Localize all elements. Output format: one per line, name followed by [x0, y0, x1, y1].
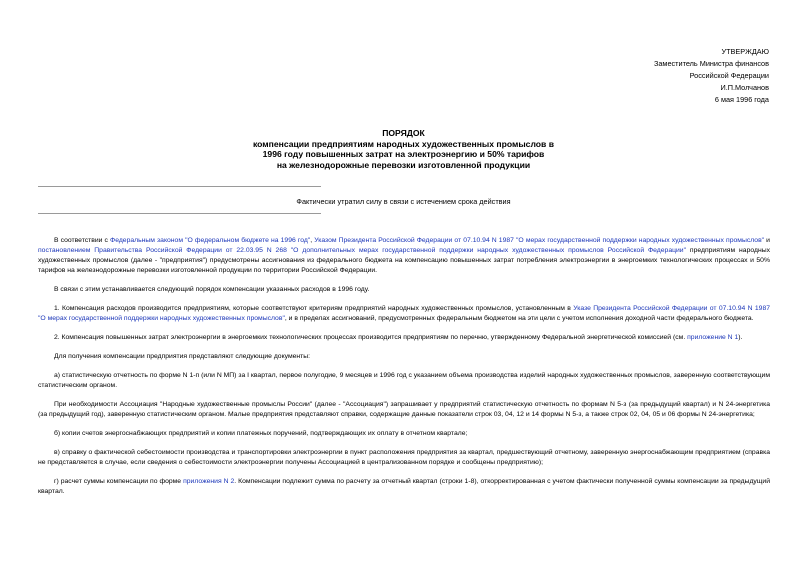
text: и — [764, 237, 770, 244]
federal-law-link[interactable]: Федеральным законом "О федеральном бюджете на 1996 год" — [110, 237, 311, 244]
title-line: на железнодорожные перевозки изготовленной продукции — [276, 159, 531, 170]
paragraph-item-2 — [38, 333, 770, 343]
approval-block — [654, 46, 769, 106]
text: 2. Компенсация повышенных затрат электроэнергии в энергоемких технологических процессах производится предприятиям по перечню, утвержденному Федеральной энергетической комиссией (см. — [54, 334, 688, 341]
title-heading: ПОРЯДОК — [382, 128, 425, 138]
approval-line: УТВЕРЖДАЮ — [721, 47, 769, 56]
paragraph-item-1 — [38, 304, 770, 324]
text: . Компенсации подлежит сумма по расчету за отчетный квартал (строки 1-8), откорректированная с учетом фактически полученной суммы компенсации за предыдущий квартал. — [38, 478, 770, 495]
presidential-decree-link[interactable]: Указом Президента Российской Федерации от 07.10.94 N 1987 "О мерах государственной поддержки народных художественных промыслов" — [314, 237, 765, 244]
approval-line: 6 мая 1996 года — [714, 95, 769, 104]
paragraph-association: При необходимости Ассоциация "Народные художественные промыслы России" (далее - "Ассоциация") запрашивает у предприятий статистическую отчетность по формам N 5-з (за предыдущий квартал) и N 24-энергетика (за предыдущий год), заверенную статистическим органом. Малые предприятия представляют справки, содержащие данные показатели строк 03, 04, 12 и 14 формы N 5-з, а также строк 02, 04, 05 и 06 формы N 24-энергетика; — [38, 401, 770, 418]
paragraph-documents: Для получения компенсации предприятия представляют следующие документы: — [54, 353, 311, 360]
decree-link[interactable]: Указе Президента Российской Федерации от 07.10.94 N 1987 "О мерах государственной поддержки народных художественных промыслов" — [38, 305, 771, 322]
government-resolution-link[interactable]: постановлением Правительства Российской Федерации от 22.03.95 N 268 "О дополнительных мерах государственной поддержки народных художественных промыслов Российской Федерации" — [38, 247, 687, 254]
text: В соответствии с — [54, 237, 111, 244]
paragraph-order: В связи с этим устанавливается следующий порядок компенсации указанных расходов в 1996 году. — [54, 286, 370, 293]
paragraph-item-a: а) статистическую отчетность по форме N 1-п (или N МП) за I квартал, первое полугодие, 9 месяцев и 1996 год с указанием объема производства изделий народных художественных промыслов, заверенную соответствующим статистическим органом. — [38, 372, 770, 389]
divider-top — [38, 186, 321, 187]
text: предприятиям народных художественных промыслов (далее - "предприятия") предусмотрены ассигнования из федерального бюджета на компенсацию повышенных затрат потребления электроэнергии в энергоемких технологических процессах и 50% тарифов на железнодорожные перевозки изготовленной продукции по территории Российской Федерации. — [38, 247, 770, 274]
approval-line: И.П.Молчанов — [720, 83, 769, 92]
text: , и в пределах ассигнований, предусмотренных федеральным бюджетом на эти цели с учетом исполнения доходной части федерального бюджета. — [284, 315, 754, 322]
status-note: Фактически утратил силу в связи с истечением срока действия — [296, 197, 511, 206]
approval-line: Российской Федерации — [689, 71, 769, 80]
paragraph-intro — [38, 236, 770, 276]
text: ). — [738, 334, 743, 341]
text: 1. Компенсация расходов производится предприятиям, которые соответствуют критериям предприятий народных художественных промыслов, установленным в — [54, 305, 574, 312]
appendix-2-link[interactable]: приложения N 2 — [183, 478, 235, 485]
divider-bottom — [38, 213, 321, 214]
text: , — [310, 237, 315, 244]
approval-line: Заместитель Министра финансов — [653, 59, 769, 68]
document-title — [0, 128, 807, 170]
paragraph-item-g — [38, 477, 770, 497]
text: г) расчет суммы компенсации по форме — [54, 478, 184, 485]
paragraph-item-v: в) справку о фактической себестоимости производства и транспортировки электроэнергии в пункт расположения предприятия за квартал, предшествующий отчетному, заверенную энергоснабжающим предприятием (справка не представляется в случае, если сведения о себестоимости электроэнергии получены Ассоциацией в централизованном порядке и сообщены предприятию); — [38, 449, 770, 466]
title-line: 1996 году повышенных затрат на электроэнергию и 50% тарифов — [262, 149, 545, 159]
document-body — [38, 236, 770, 504]
title-line: компенсации предприятиям народных художественных промыслов в — [252, 138, 555, 149]
appendix-1-link[interactable]: приложение N 1 — [687, 334, 739, 341]
paragraph-item-b: б) копии счетов энергоснабжающих предприятий и копии платежных поручений, подтверждающих их оплату в отчетном квартале; — [54, 430, 468, 437]
